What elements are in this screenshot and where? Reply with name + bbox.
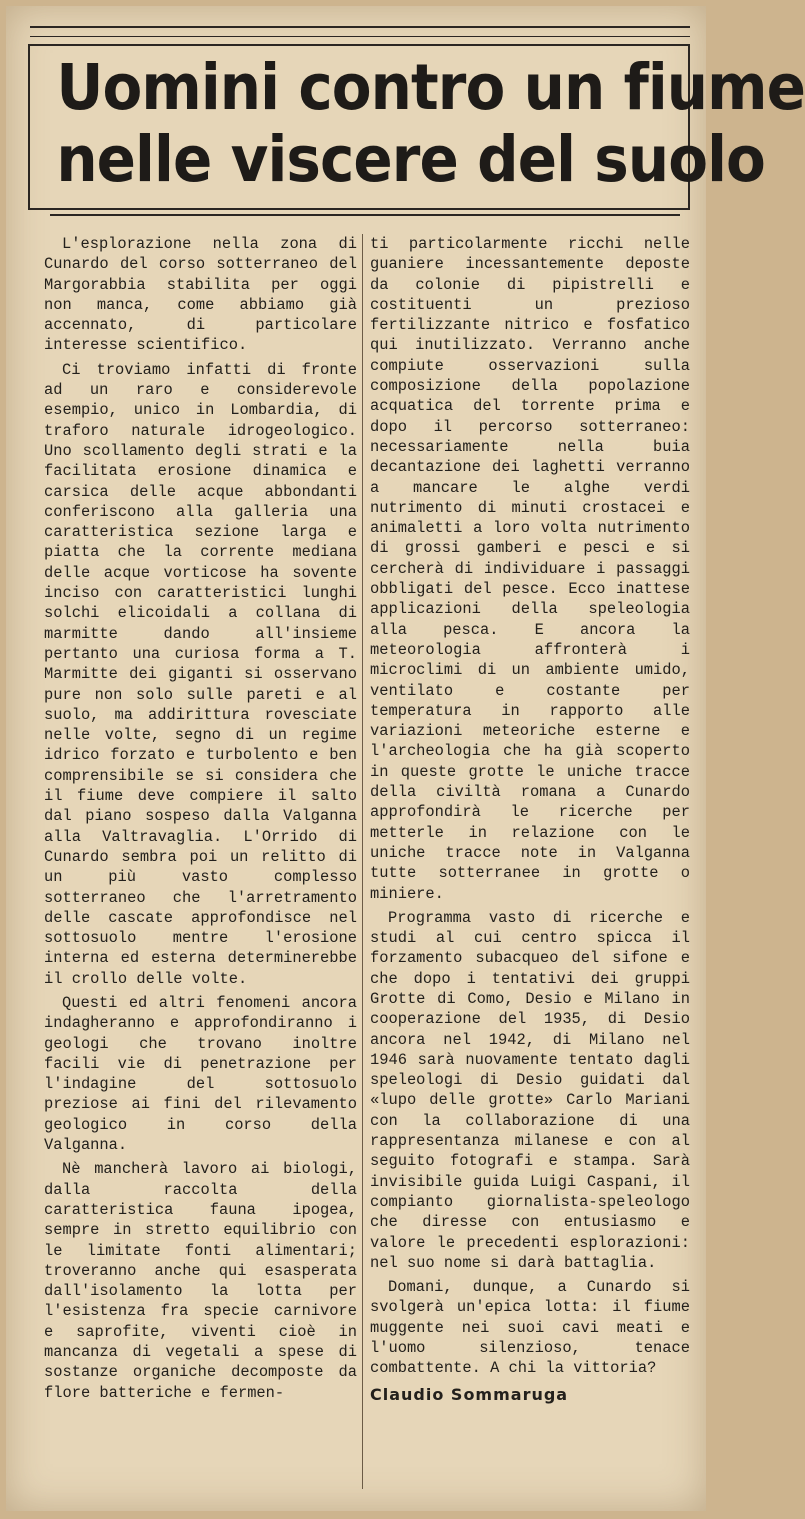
author-signature: Claudio Sommaruga	[370, 1384, 569, 1404]
headline-line-1: Uomini contro un fiume	[56, 51, 805, 124]
paragraph: Programma vasto di ricerche e studi al cui centro spicca il forzamento subacqueo del sifone e che dopo i tentativi dei gruppi Grotte di Como, Desio e Milano in cooperazione del 1935, di Desio ancora nel 1942, di Milano nel 1946 sarà nuovamente tentato dagli speleologi di Desio guidati dal «lupo delle grotte» Carlo Mariani con la collaborazione di una rappresentanza milanese e con al seguito fotografi e stampa. Sarà invisibile guida Luigi Caspani, il compianto giornalista-speleologo che diresse con entusiasmo e valore le precedenti esplorazioni: nel suo nome si darà battaglia.	[370, 908, 690, 1272]
paragraph: ti particolarmente ricchi nelle guaniere incessantemente deposte da colonie di pipistrelli e costituenti un prezioso fertilizzante nitrico e fosfatico qui inutilizzato. Verranno anche compiute osservazioni sulla composizione della popolazione acquatica del torrente prima e dopo il percorso sotterraneo: necessariamente nella buia decantazione dei laghetti verranno a mancare le alghe verdi nutrimento di minuti crostacei e animaletti a loro volta nutrimento di grossi gamberi e pesci e si cercherà di individuare i passaggi obbligati del pesce. Ecco inattese applicazioni della speleologia alla pesca. E ancora la meteorologia affronterà i microclimi di un ambiente umido, ventilato e costante per temperatura in rapporto alle variazioni meteoriche esterne e l'archeologia che ha già scoperto in queste grotte le uniche tracce della civiltà romana a Cunardo approfondirà le ricerche per metterle in relazione con le uniche tracce note in Valganna tutte sotterranee in grotte o miniere.	[370, 235, 690, 903]
top-rule	[30, 26, 690, 37]
headline-line-2: nelle viscere del suolo	[56, 123, 765, 196]
column-divider	[362, 234, 363, 1489]
paragraph: Ci troviamo infatti di fronte ad un raro e considerevole esempio, unico in Lombardia, di traforo naturale idrogeologico. Uno scollamento degli strati e la facilitata erosione dinamica e carsica delle acque abbondanti conferiscono alla galleria una caratteristica sezione larga e piatta che la corrente mediana delle acque vorticose ha sovente inciso con caratteristici lunghi solchi elicoidali a collana di marmitte dando all'insieme pertanto una curiosa forma a T. Marmitte dei giganti si osservano pure non solo sulle pareti e al suolo, ma addirittura rovesciate nelle volte, segno di un regime idrico forzato e turbolento e ben comprensibile se si considera che il fiume deve compiere il salto dal piano sospeso dalla Valganna alla Valtravaglia. L'Orrido di Cunardo sembra poi un relitto di un più vasto complesso sotterraneo che l'arretramento delle cascate approfondisce nel sottosuolo mentre l'erosione interna ed esterna determinerebbe il crollo delle volte.	[44, 360, 357, 988]
headline-rule	[50, 214, 680, 216]
article-column-right	[370, 234, 690, 1405]
headline-box	[28, 44, 805, 210]
article-column-left	[44, 234, 357, 1403]
paragraph: Questi ed altri fenomeni ancora indagheranno e approfondiranno i geologi che trovano inoltre facili vie di penetrazione per l'indagine del sottosuolo preziose ai fini del rilevamento geologico in corso della Valganna.	[44, 993, 357, 1155]
paragraph: Domani, dunque, a Cunardo si svolgerà un'epica lotta: il fiume muggente nei suoi cavi meati e l'uomo silenzioso, tenace combattente. A chi la vittoria?	[370, 1278, 690, 1378]
paragraph: Nè mancherà lavoro ai biologi, dalla raccolta della caratteristica fauna ipogea, sempre in stretto equilibrio con le limitate fonti alimentari; troveranno anche qui esasperata dall'isolamento la lotta per l'esistenza fra specie carnivore e saprofite, viventi cioè in mancanza di vegetali a spese di sostanze organiche decomposte da flore batteriche e fermen-	[44, 1160, 357, 1402]
paragraph: L'esplorazione nella zona di Cunardo del corso sotterraneo del Margorabbia stabilita per oggi non manca, come abbiamo già accennato, di particolare interesse scientifico.	[44, 235, 357, 355]
